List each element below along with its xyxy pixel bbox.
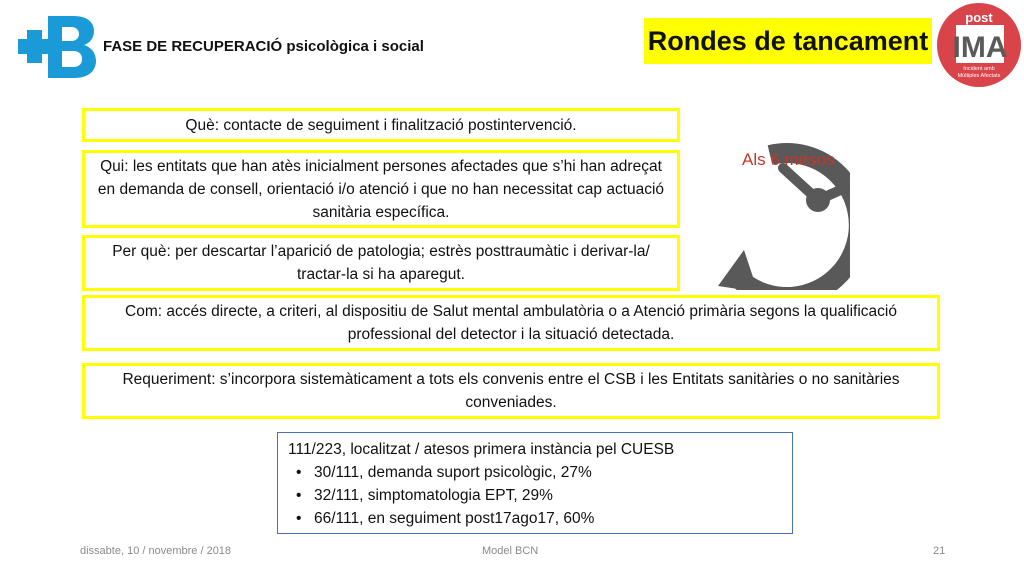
stats-intro: 111/223, localitzat / atesos primera instància pel CUESB (288, 441, 675, 458)
box-com-text: Com: accés directe, a criteri, al dispositiu de Salut mental ambulatòria o a Atenció primària segons la qualificació professional del detector i la situació detectada. (125, 303, 897, 343)
page-number: 21 (933, 545, 946, 557)
box-com (82, 295, 940, 351)
stats-item: • 30/111, demanda suport psicològic, 27% (288, 461, 782, 484)
timer-label: Als 6 mesos (742, 150, 835, 169)
footer-date: dissabte, 10 / novembre / 2018 (80, 545, 232, 557)
slide-title: Rondes de tancament (644, 18, 932, 64)
box-qui-text: Qui: les entitats que han atès inicialment persones afectades que s’hi han adreçat en demanda de consell, orientació i/o atenció i que no han necessitat cap actuació sanitària específica. (97, 157, 665, 221)
box-per-que (82, 235, 680, 291)
post-ima-badge (936, 2, 1022, 88)
badge-sub-line2: Múltiples Afectats (957, 73, 1001, 79)
box-qui (82, 150, 680, 228)
footer-center: Model BCN (482, 545, 539, 557)
box-que (82, 108, 680, 142)
box-requeriment-text: Requeriment: s’incorpora sistemàticament a tots els convenis entre el CSB i les Entitats sanitàries o no sanitàries conveniades. (122, 371, 900, 411)
box-per-que-text: Per què: per descartar l’aparició de patologia; estrès posttraumàtic i derivar-la/ tractar-la si ha aparegut. (112, 243, 650, 283)
box-que-text: Què: contacte de seguiment i finalització postintervenció. (185, 116, 577, 134)
badge-main-text: IMA (952, 31, 1008, 64)
badge-sub-line1: Incident amb (963, 66, 995, 72)
barcelona-b-logo (18, 16, 96, 78)
section-title: FASE DE RECUPERACIÓ psicològica i social (103, 38, 424, 55)
stats-box (277, 432, 793, 534)
stats-list (288, 461, 782, 530)
stopwatch-icon (700, 110, 850, 290)
stats-item: • 66/111, en seguiment post17ago17, 60% (288, 507, 782, 530)
badge-top-text: post (965, 10, 993, 25)
stats-item: • 32/111, simptomatologia EPT, 29% (288, 484, 782, 507)
box-requeriment (82, 363, 940, 419)
